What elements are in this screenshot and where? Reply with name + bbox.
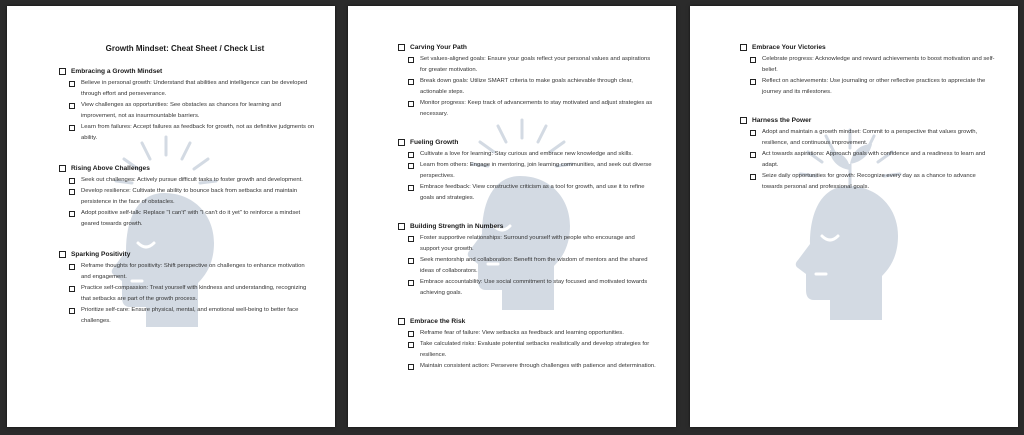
checklist-item [408, 98, 656, 120]
checklist-item-text: Embrace accountability: Use social commitment to stay focused and motivated towards achieving goals. [420, 279, 648, 296]
checklist-item-text: Develop resilience: Cultivate the ability to bounce back from setbacks and maintain persistence in the face of obstacles. [81, 188, 298, 205]
section-embrace-your-victories [740, 44, 998, 98]
checkbox[interactable] [69, 81, 75, 87]
checklist-item-text: Learn from others: Engage in mentoring, join learning communities, and seek out diverse perspectives. [420, 162, 652, 179]
checklist-item-text: Break down goals: Utilize SMART criteria to make goals achievable through clear, actionable steps. [420, 78, 633, 95]
checklist-item-text: Foster supportive relationships: Surround yourself with people who encourage and support your growth. [420, 235, 635, 252]
checklist-item [69, 175, 315, 186]
section-building-strength-in-numbers [398, 223, 656, 299]
section-heading-text: Carving Your Path [410, 44, 467, 51]
section-heading [59, 165, 315, 172]
section-heading [740, 44, 998, 51]
checklist-item [750, 54, 998, 76]
section-heading [740, 117, 998, 124]
checklist-item-text: Adopt positive self-talk: Replace "I can't" with "I can't do it yet" to reinforce a mindset geared towards growth. [81, 210, 301, 227]
checklist-item-text: Set values-aligned goals: Ensure your goals reflect your personal values and aspirations for greater motivation. [420, 56, 651, 73]
section-heading-text: Embrace the Risk [410, 318, 466, 325]
checklist-item-text: Reframe thoughts for positivity: Shift perspective on challenges to enhance motivation and engagement. [81, 263, 305, 280]
checkbox[interactable] [408, 331, 414, 337]
checklist-item-text: Reframe fear of failure: View setbacks as feedback and learning opportunities. [420, 330, 624, 336]
checklist-item-text: Prioritize self-care: Ensure physical, mental, and emotional well-being to better face challenges. [81, 307, 299, 324]
checkbox[interactable] [69, 264, 75, 270]
checklist-item [750, 76, 998, 98]
checklist-item-text: Celebrate progress: Acknowledge and reward achievements to boost motivation and self-belief. [762, 56, 995, 73]
section-embrace-the-risk [398, 318, 656, 372]
checkbox[interactable] [408, 258, 414, 264]
checkbox[interactable] [408, 185, 414, 191]
section-fueling-growth [398, 139, 656, 204]
checklist-item [408, 361, 656, 372]
checkbox[interactable] [750, 174, 756, 180]
section-heading [59, 251, 315, 258]
checkbox[interactable] [398, 223, 405, 230]
section-heading [398, 139, 656, 146]
checkbox[interactable] [69, 103, 75, 109]
section-heading-text: Embracing a Growth Mindset [71, 68, 163, 75]
checklist-item-text: Seek mentorship and collaboration: Benefit from the wisdom of mentors and the shared ideas of collaborators. [420, 257, 648, 274]
checkbox[interactable] [408, 280, 414, 286]
checklist-item [408, 182, 656, 204]
checklist-item [408, 339, 656, 361]
section-heading [398, 44, 656, 51]
checkbox[interactable] [398, 318, 405, 325]
section-rising-above-challenges [59, 165, 315, 230]
checklist-item-text: Seek out challenges: Actively pursue difficult tasks to foster growth and development. [81, 177, 303, 183]
checklist-item [69, 122, 315, 144]
checkbox[interactable] [750, 57, 756, 63]
checklist-item [408, 54, 656, 76]
section-heading-text: Fueling Growth [410, 139, 459, 146]
checkbox[interactable] [408, 236, 414, 242]
checkbox[interactable] [750, 152, 756, 158]
checklist-item [69, 78, 315, 100]
checkbox[interactable] [69, 211, 75, 217]
checklist-item [750, 171, 998, 193]
checklist-item-text: Believe in personal growth: Understand that abilities and intelligence can be developed through effort and perseverance. [81, 80, 308, 97]
section-carving-your-path [398, 44, 656, 120]
checkbox[interactable] [69, 125, 75, 131]
section-heading-text: Harness the Power [752, 117, 812, 124]
section-embracing-growth-mindset [59, 68, 315, 144]
checklist-item [408, 277, 656, 299]
checkbox[interactable] [740, 44, 747, 51]
checkbox[interactable] [69, 178, 75, 184]
checkbox[interactable] [408, 163, 414, 169]
checklist-item-text: Take calculated risks: Evaluate potential setbacks realistically and develop strategies for resilience. [420, 341, 650, 358]
checkbox[interactable] [750, 79, 756, 85]
checkbox[interactable] [408, 364, 414, 370]
checklist-item-text: Embrace feedback: View constructive criticism as a tool for growth, and use it to refine goals and strategies. [420, 184, 645, 201]
checkbox[interactable] [408, 101, 414, 107]
checkbox[interactable] [59, 251, 66, 258]
checkbox[interactable] [408, 152, 414, 158]
checklist-item [408, 233, 656, 255]
checkbox[interactable] [69, 286, 75, 292]
section-heading [398, 318, 656, 325]
section-harness-the-power [740, 117, 998, 193]
section-heading [59, 68, 315, 75]
checklist-item [408, 160, 656, 182]
checklist-item [69, 283, 315, 305]
checklist-item-text: Act towards aspirations: Approach goals with confidence and a readiness to learn and adapt. [762, 151, 986, 168]
page-2 [348, 6, 676, 427]
checklist-item-text: Seize daily opportunities for growth: Recognize every day as a chance to advance towards personal and professional goals. [762, 173, 976, 190]
checkbox[interactable] [408, 79, 414, 85]
checklist-item-text: Monitor progress: Keep track of advancements to stay motivated and adjust strategies as necessary. [420, 100, 653, 117]
checklist-item [69, 100, 315, 122]
checklist-item-text: Practice self-compassion: Treat yourself with kindness and understanding, recognizing that setbacks are part of the growth process. [81, 285, 307, 302]
checklist-item [408, 255, 656, 277]
checkbox[interactable] [69, 308, 75, 314]
document-title: Growth Mindset: Cheat Sheet / Check List [105, 44, 265, 53]
checklist-item-text: Adopt and maintain a growth mindset: Commit to a perspective that values growth, resilience, and continuous improvement. [762, 129, 978, 146]
checklist-item-text: Maintain consistent action: Persevere through challenges with patience and determination. [420, 363, 656, 369]
checkbox[interactable] [740, 117, 747, 124]
checklist-item [69, 186, 315, 208]
checklist-item-text: View challenges as opportunities: See obstacles as chances for learning and improvement, not as insurmountable barriers. [81, 102, 281, 119]
checklist-item-text: Reflect on achievements: Use journaling or other reflective practices to appreciate the journey and its milestones. [762, 78, 986, 95]
checklist-item [408, 328, 656, 339]
checkbox[interactable] [59, 68, 66, 75]
checklist-item-text: Learn from failures: Accept failures as feedback for growth, not as definitive judgments on ability. [81, 124, 315, 141]
checkbox[interactable] [398, 44, 405, 51]
checkbox[interactable] [69, 189, 75, 195]
checkbox[interactable] [59, 165, 66, 172]
page-3 [690, 6, 1018, 427]
section-heading-text: Rising Above Challenges [71, 165, 150, 172]
checklist-item [750, 149, 998, 171]
section-heading-text: Building Strength in Numbers [410, 223, 504, 230]
checklist-item [69, 208, 315, 230]
checklist-item [750, 127, 998, 149]
checkbox[interactable] [408, 57, 414, 63]
section-heading [398, 223, 656, 230]
page-1 [7, 6, 335, 427]
checklist-item [69, 305, 315, 327]
section-heading-text: Embrace Your Victories [752, 44, 826, 51]
checkbox[interactable] [398, 139, 405, 146]
checklist-item-text: Cultivate a love for learning: Stay curious and embrace new knowledge and skills. [420, 151, 633, 157]
checklist-item [69, 261, 315, 283]
section-sparking-positivity [59, 251, 315, 327]
checkbox[interactable] [408, 342, 414, 348]
checkbox[interactable] [750, 130, 756, 136]
section-heading-text: Sparking Positivity [71, 251, 131, 258]
checklist-item [408, 149, 656, 160]
checklist-item [408, 76, 656, 98]
